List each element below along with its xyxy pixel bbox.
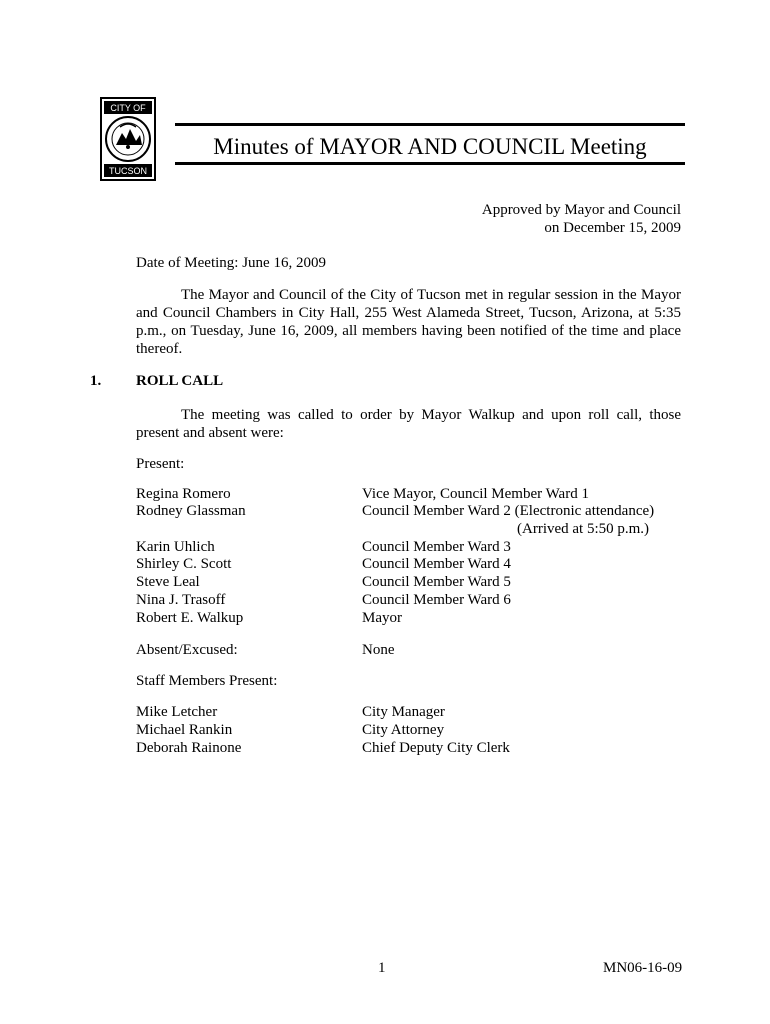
member-role: Council Member Ward 4	[362, 556, 511, 572]
page-title: Minutes of MAYOR AND COUNCIL Meeting	[213, 134, 647, 159]
section-heading: ROLL CALL	[136, 373, 224, 389]
svg-text:CITY OF: CITY OF	[110, 103, 146, 113]
title-top-rule	[175, 123, 685, 126]
meeting-date: Date of Meeting: June 16, 2009	[136, 255, 326, 271]
staff-name: Michael Rankin	[136, 722, 233, 738]
member-role: Council Member Ward 6	[362, 592, 511, 608]
member-name: Robert E. Walkup	[136, 610, 244, 626]
city-seal-logo	[100, 97, 156, 181]
member-name: Regina Romero	[136, 486, 231, 502]
staff-name: Mike Letcher	[136, 704, 218, 720]
present-label: Present:	[136, 456, 185, 472]
member-name: Nina J. Trasoff	[136, 592, 226, 608]
section-number: 1.	[90, 373, 102, 389]
member-name: Steve Leal	[136, 574, 200, 590]
staff-role: City Manager	[362, 704, 445, 720]
member-role: Mayor	[362, 610, 402, 626]
member-role: Council Member Ward 3	[362, 539, 511, 555]
page-number: 1	[378, 960, 386, 976]
member-role: Vice Mayor, Council Member Ward 1	[362, 486, 589, 502]
staff-name: Deborah Rainone	[136, 740, 242, 756]
member-role: Council Member Ward 2 (Electronic attendance)	[362, 503, 655, 519]
absent-value: None	[362, 642, 395, 658]
svg-text:TUCSON: TUCSON	[109, 166, 147, 176]
approval-line-2: on December 15, 2009	[544, 220, 681, 236]
member-role: Council Member Ward 5	[362, 574, 511, 590]
title-bottom-rule	[175, 162, 685, 165]
roll-call-paragraph: The meeting was called to order by Mayor Walkup and upon roll call, those present and absent were:	[136, 407, 681, 441]
document-code: MN06-16-09	[603, 960, 683, 976]
absent-label: Absent/Excused:	[136, 642, 238, 658]
approval-line-1: Approved by Mayor and Council	[481, 202, 681, 218]
member-name: Shirley C. Scott	[136, 556, 232, 572]
staff-role: City Attorney	[362, 722, 445, 738]
member-name: Rodney Glassman	[136, 503, 246, 519]
member-name: Karin Uhlich	[136, 539, 215, 555]
intro-paragraph: The Mayor and Council of the City of Tucson met in regular session in the Mayor and Council Chambers in City Hall, 255 West Alameda Street, Tucson, Arizona, at 5:35 p.m., on Tuesday, June 16, 2009, all members having been notified of the time and place thereof.	[136, 287, 681, 357]
arrival-note: (Arrived at 5:50 p.m.)	[517, 521, 650, 537]
staff-role: Chief Deputy City Clerk	[362, 740, 510, 756]
staff-label: Staff Members Present:	[136, 673, 278, 689]
